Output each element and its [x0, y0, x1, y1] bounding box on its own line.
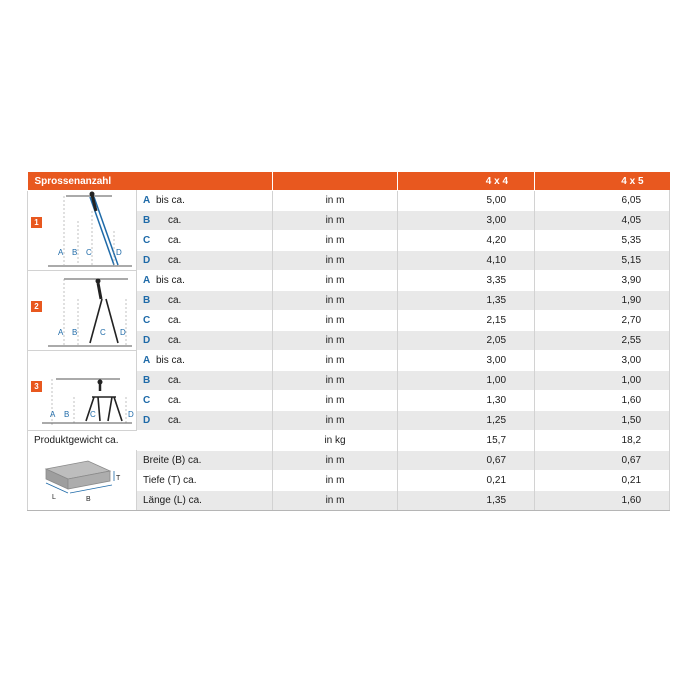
- dim-suffix: ca.: [168, 395, 182, 406]
- dim-suffix: ca.: [168, 315, 182, 326]
- dim-suffix: ca.: [168, 215, 182, 226]
- package-label-b: B: [86, 496, 91, 503]
- table-row: [28, 191, 670, 211]
- package-dim-label: Tiefe (T) ca.: [137, 471, 273, 491]
- dim-label-d: D: [116, 248, 122, 257]
- package-label-t: T: [116, 475, 121, 482]
- value-4x4: 2,15: [398, 311, 535, 331]
- ladder-position-1-figure: [28, 191, 137, 271]
- value-4x5: 1,60: [535, 491, 670, 511]
- dim-letter: A: [143, 275, 151, 286]
- table-row: [28, 351, 670, 371]
- value-4x5: 0,21: [535, 471, 670, 491]
- value-4x4: 5,00: [398, 191, 535, 211]
- dim-label-c: C: [100, 328, 106, 337]
- value-4x5: 1,50: [535, 411, 670, 431]
- unit-cell: in m: [273, 471, 398, 491]
- weight-row: [28, 431, 670, 451]
- value-4x4: 1,25: [398, 411, 535, 431]
- ladder-position-2-figure: [28, 271, 137, 351]
- dim-letter: B: [143, 215, 151, 226]
- dim-suffix: bis ca.: [156, 275, 185, 286]
- header-row: [28, 172, 670, 191]
- position-number-badge: 3: [31, 381, 42, 392]
- unit-cell: in m: [273, 311, 398, 331]
- dim-letter: D: [143, 415, 151, 426]
- unit-cell: in m: [273, 351, 398, 371]
- dim-label-c: C: [86, 248, 92, 257]
- value-4x4: 3,00: [398, 351, 535, 371]
- dim-suffix: bis ca.: [156, 195, 185, 206]
- dim-label-b: B: [72, 328, 78, 337]
- value-4x4: 3,00: [398, 211, 535, 231]
- unit-cell: in m: [273, 251, 398, 271]
- header-col-4x4: 4 x 4: [398, 172, 535, 191]
- value-4x5: 5,35: [535, 231, 670, 251]
- unit-cell: in m: [273, 491, 398, 511]
- dim-suffix: ca.: [168, 295, 182, 306]
- weight-4x4: 15,7: [398, 431, 535, 451]
- ladder-position-3-figure: [28, 351, 137, 431]
- value-4x4: 3,35: [398, 271, 535, 291]
- dim-letter: A: [143, 355, 151, 366]
- dim-suffix: ca.: [168, 415, 182, 426]
- value-4x5: 5,15: [535, 251, 670, 271]
- value-4x5: 2,70: [535, 311, 670, 331]
- value-4x4: 1,35: [398, 291, 535, 311]
- unit-cell: in m: [273, 291, 398, 311]
- value-4x4: 2,05: [398, 331, 535, 351]
- unit-cell: in m: [273, 191, 398, 211]
- header-col-4x5: 4 x 5: [535, 172, 670, 191]
- weight-4x5: 18,2: [535, 431, 670, 451]
- value-4x5: 3,90: [535, 271, 670, 291]
- value-4x5: 4,05: [535, 211, 670, 231]
- dim-letter: B: [143, 295, 151, 306]
- unit-cell: in m: [273, 211, 398, 231]
- dim-label-b: B: [72, 248, 78, 257]
- package-dim-label: Länge (L) ca.: [137, 491, 273, 511]
- dim-label-a: A: [58, 248, 64, 257]
- value-4x4: 0,21: [398, 471, 535, 491]
- dim-label-d: D: [128, 410, 134, 419]
- unit-cell: in m: [273, 411, 398, 431]
- dim-suffix: ca.: [168, 255, 182, 266]
- unit-cell: in m: [273, 451, 398, 471]
- value-4x5: 1,60: [535, 391, 670, 411]
- unit-cell: in m: [273, 231, 398, 251]
- dim-letter: A: [143, 195, 151, 206]
- dim-letter: C: [143, 315, 151, 326]
- value-4x4: 0,67: [398, 451, 535, 471]
- dim-letter: C: [143, 395, 151, 406]
- dim-letter: B: [143, 375, 151, 386]
- table-row: [28, 271, 670, 291]
- value-4x4: 1,30: [398, 391, 535, 411]
- weight-unit: in kg: [273, 431, 398, 451]
- package-box-diagram: [28, 451, 136, 508]
- value-4x5: 1,90: [535, 291, 670, 311]
- header-unit-blank: [273, 172, 398, 191]
- weight-label: Produktgewicht ca.: [28, 431, 273, 451]
- value-4x4: 1,00: [398, 371, 535, 391]
- dim-label-d: D: [120, 328, 126, 337]
- unit-cell: in m: [273, 371, 398, 391]
- value-4x5: 0,67: [535, 451, 670, 471]
- position-number-badge: 1: [31, 217, 42, 228]
- ladder-scaffold-diagram: [28, 351, 136, 427]
- ladder-standing-diagram: [28, 271, 136, 347]
- unit-cell: in m: [273, 391, 398, 411]
- dim-suffix: ca.: [168, 235, 182, 246]
- package-dim-label: Breite (B) ca.: [137, 451, 273, 471]
- position-number-badge: 2: [31, 301, 42, 312]
- value-4x4: 1,35: [398, 491, 535, 511]
- value-4x5: 2,55: [535, 331, 670, 351]
- value-4x4: 4,10: [398, 251, 535, 271]
- package-figure: [28, 451, 137, 511]
- dim-suffix: ca.: [168, 335, 182, 346]
- unit-cell: in m: [273, 271, 398, 291]
- dim-label-c: C: [90, 410, 96, 419]
- value-4x5: 1,00: [535, 371, 670, 391]
- dim-letter: D: [143, 255, 151, 266]
- value-4x5: 6,05: [535, 191, 670, 211]
- table-row: [28, 451, 670, 471]
- dim-label-a: A: [58, 328, 64, 337]
- package-label-l: L: [52, 494, 56, 501]
- dim-suffix: ca.: [168, 375, 182, 386]
- unit-cell: in m: [273, 331, 398, 351]
- dim-suffix: bis ca.: [156, 355, 185, 366]
- ladder-leaning-diagram: [28, 191, 136, 267]
- value-4x4: 4,20: [398, 231, 535, 251]
- dim-letter: D: [143, 335, 151, 346]
- ladder-spec-table: [27, 171, 670, 511]
- dim-label-a: A: [50, 410, 56, 419]
- value-4x5: 3,00: [535, 351, 670, 371]
- dim-letter: C: [143, 235, 151, 246]
- header-title: Sprossenanzahl: [28, 172, 273, 191]
- dim-label-b: B: [64, 410, 70, 419]
